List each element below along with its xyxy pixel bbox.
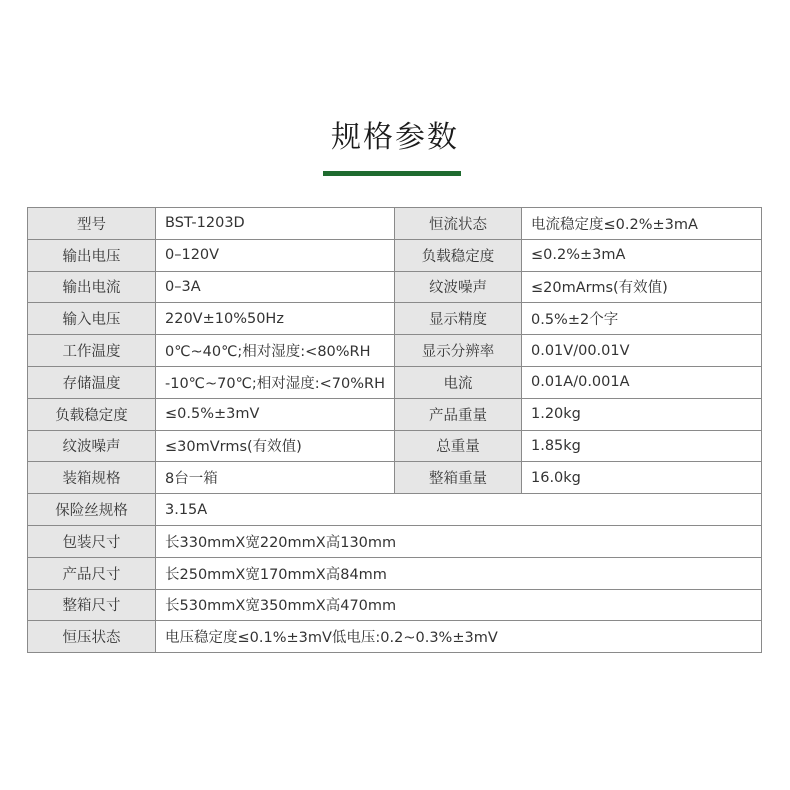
spec-label: 恒压状态 — [28, 621, 156, 653]
spec-value: 0.01A/0.001A — [522, 366, 762, 398]
table-row — [28, 303, 762, 335]
spec-value: 长250mmX宽170mmX高84mm — [156, 557, 762, 589]
spec-label: 输入电压 — [28, 303, 156, 335]
table-row — [28, 239, 762, 271]
spec-value: ≤20mArms(有效值) — [522, 271, 762, 303]
spec-label: 工作温度 — [28, 335, 156, 367]
table-row — [28, 525, 762, 557]
spec-value: 8台一箱 — [156, 462, 395, 494]
spec-value: 3.15A — [156, 494, 762, 526]
spec-value: 电流稳定度≤0.2%±3mA — [522, 208, 762, 240]
table-row — [28, 271, 762, 303]
spec-label: 恒流状态 — [395, 208, 522, 240]
spec-label: 装箱规格 — [28, 462, 156, 494]
spec-label: 存储温度 — [28, 366, 156, 398]
spec-label: 产品尺寸 — [28, 557, 156, 589]
spec-value: BST-1203D — [156, 208, 395, 240]
table-row — [28, 589, 762, 621]
spec-label: 型号 — [28, 208, 156, 240]
spec-label: 保险丝规格 — [28, 494, 156, 526]
table-row — [28, 208, 762, 240]
spec-label: 输出电压 — [28, 239, 156, 271]
table-row — [28, 621, 762, 653]
spec-value: -10℃~70℃;相对湿度:<70%RH — [156, 366, 395, 398]
spec-label: 显示精度 — [395, 303, 522, 335]
spec-label: 纹波噪声 — [28, 430, 156, 462]
table-row — [28, 366, 762, 398]
table-row — [28, 430, 762, 462]
table-row — [28, 398, 762, 430]
spec-value: 长530mmX宽350mmX高470mm — [156, 589, 762, 621]
table-row — [28, 335, 762, 367]
spec-value: 16.0kg — [522, 462, 762, 494]
spec-label: 产品重量 — [395, 398, 522, 430]
spec-label: 总重量 — [395, 430, 522, 462]
spec-value: 0.01V/00.01V — [522, 335, 762, 367]
spec-label: 纹波噪声 — [395, 271, 522, 303]
table-row — [28, 462, 762, 494]
spec-label: 负载稳定度 — [28, 398, 156, 430]
spec-value: 220V±10%50Hz — [156, 303, 395, 335]
table-row — [28, 557, 762, 589]
spec-label: 整箱尺寸 — [28, 589, 156, 621]
spec-table — [27, 207, 762, 653]
spec-label: 显示分辨率 — [395, 335, 522, 367]
spec-label: 电流 — [395, 366, 522, 398]
spec-value: ≤30mVrms(有效值) — [156, 430, 395, 462]
spec-value: 电压稳定度≤0.1%±3mV低电压:0.2~0.3%±3mV — [156, 621, 762, 653]
page-title: 规格参数 — [331, 120, 459, 155]
title-underline — [323, 171, 461, 176]
spec-table-body — [28, 208, 762, 653]
spec-value: 1.85kg — [522, 430, 762, 462]
table-row — [28, 494, 762, 526]
spec-value: 1.20kg — [522, 398, 762, 430]
spec-label: 包装尺寸 — [28, 525, 156, 557]
spec-value: ≤0.2%±3mA — [522, 239, 762, 271]
spec-value: ≤0.5%±3mV — [156, 398, 395, 430]
spec-label: 整箱重量 — [395, 462, 522, 494]
spec-value: 0℃~40℃;相对湿度:<80%RH — [156, 335, 395, 367]
spec-label: 输出电流 — [28, 271, 156, 303]
spec-value: 0.5%±2个字 — [522, 303, 762, 335]
spec-value: 0–120V — [156, 239, 395, 271]
spec-value: 长330mmX宽220mmX高130mm — [156, 525, 762, 557]
spec-value: 0–3A — [156, 271, 395, 303]
spec-label: 负载稳定度 — [395, 239, 522, 271]
